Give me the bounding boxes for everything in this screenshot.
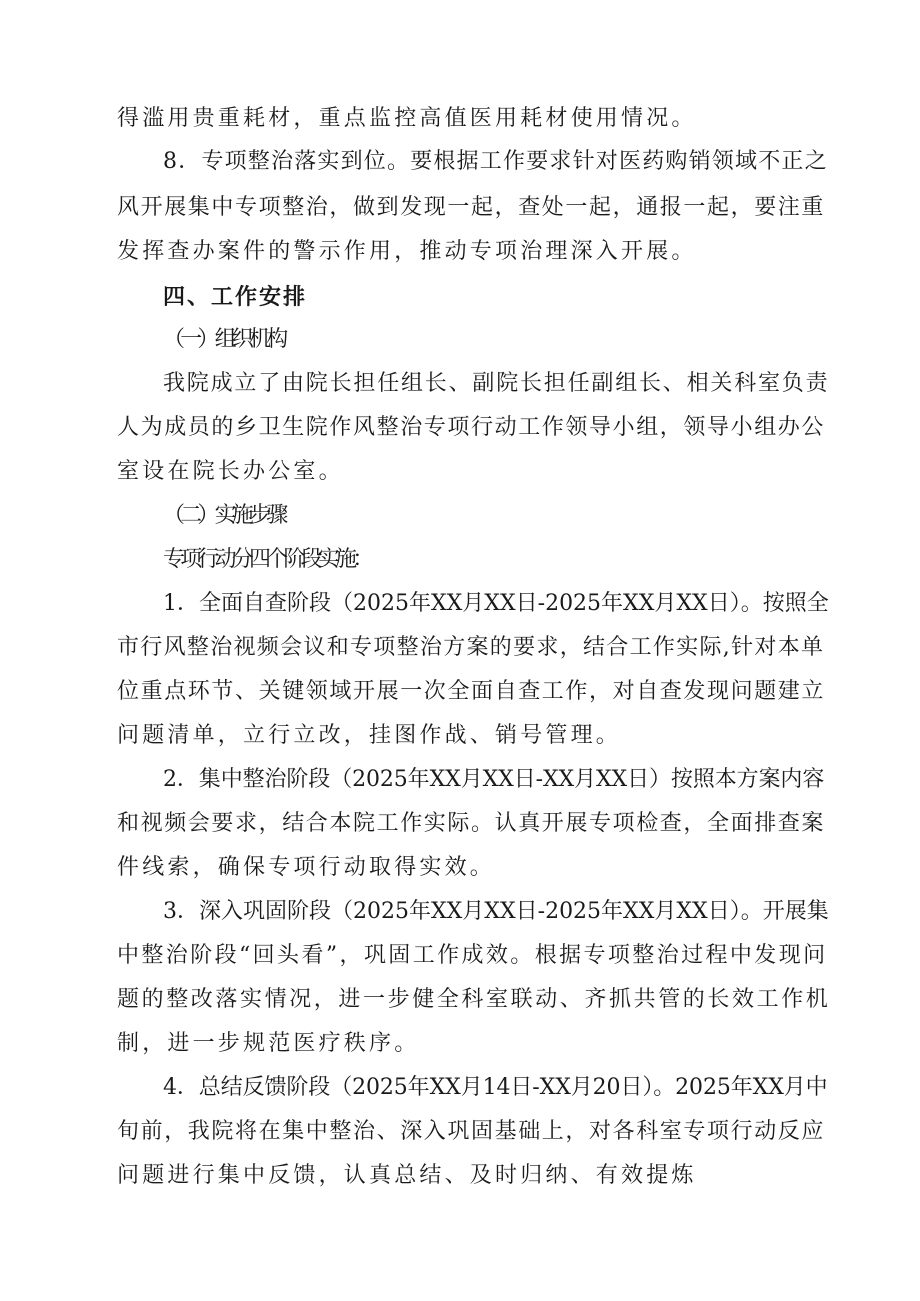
paragraph-line: 3．深入巩固阶段（2025年XX月XX日-2025年XX月XX日）。开展集	[163, 899, 829, 924]
paragraph-line: 中整治阶段“回头看”，巩固工作成效。根据专项整治过程中发现问	[117, 943, 828, 968]
paragraph-line: 发挥查办案件的警示作用，推动专项治理深入开展。	[117, 239, 697, 264]
paragraph-line: 和视频会要求，结合本院工作实际。认真开展专项检查，全面排查案	[117, 811, 826, 836]
paragraph-line: 得滥用贵重耗材，重点监控高值医用耗材使用情况。	[117, 106, 697, 131]
paragraph-line: 问题进行集中反馈，认真总结、及时归纳、有效提炼	[117, 1163, 697, 1188]
paragraph-line: 题的整改落实情况，进一步健全科室联动、齐抓共管的长效工作机	[117, 987, 831, 1012]
section-heading: 四、工作安排	[163, 285, 308, 310]
paragraph-line: 8．专项整治落实到位。要根据工作要求针对医药购销领域不正之	[163, 149, 828, 174]
paragraph-line: 位重点环节、关键领域开展一次全面自查工作，对自查发现问题建立	[117, 679, 826, 704]
paragraph-line: 问题清单，立行立改，挂图作战、销号管理。	[117, 723, 622, 748]
paragraph-line: 室设在院长办公室。	[117, 459, 344, 484]
paragraph-line: 人为成员的乡卫生院作风整治专项行动工作领导小组，领导小组办公	[117, 415, 826, 440]
paragraph-line: 制，进一步规范医疗秩序。	[117, 1031, 420, 1056]
paragraph-line: 件线索，确保专项行动取得实效。	[117, 855, 496, 880]
paragraph-line: 旬前，我院将在集中整治、深入巩固基础上，对各科室专项行动反应	[117, 1119, 826, 1144]
paragraph-line: 市行风整治视频会议和专项整治方案的要求，结合工作实际,针对本单	[117, 635, 825, 660]
paragraph-line: 风开展集中专项整治，做到发现一起，查处一起，通报一起，要注重	[117, 195, 826, 220]
paragraph-line: 1．全面自查阶段（2025年XX月XX日-2025年XX月XX日）。按照全	[163, 591, 829, 616]
paragraph-line: 专项行动分四个阶段实施：	[163, 547, 370, 572]
subsection-heading: （一）组织机构	[163, 327, 284, 352]
paragraph-line: 我院成立了由院长担任组长、副院长担任副组长、相关科室负责	[163, 371, 830, 396]
subsection-heading: （二）实施步骤	[163, 503, 284, 528]
paragraph-line: 4．总结反馈阶段（2025年XX月14日-XX月20日）。2025年XX月中	[163, 1075, 828, 1100]
paragraph-line: 2．集中整治阶段（2025年XX月XX日-XX月XX日）按照本方案内容	[163, 767, 825, 792]
